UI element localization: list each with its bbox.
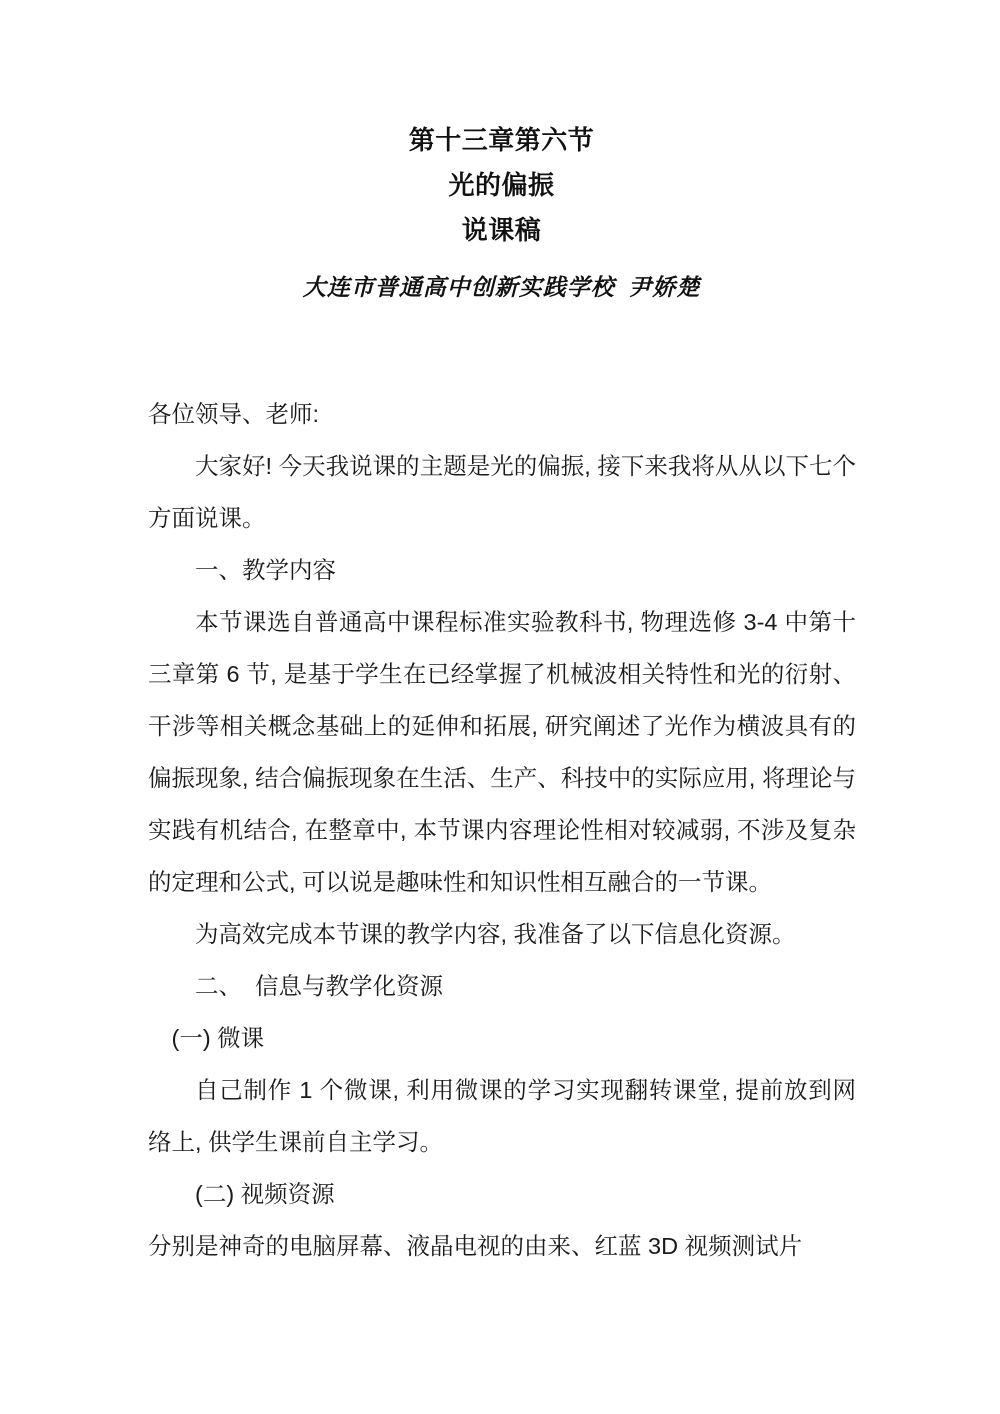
salutation-line: 各位领导、老师: bbox=[148, 401, 320, 427]
paragraph-video-resources: 分别是神奇的电脑屏幕、液晶电视的由来、红蓝 3D 视频测试片 bbox=[148, 1233, 803, 1259]
document-title-line-3: 说课稿 bbox=[461, 215, 542, 245]
section-heading-teaching-content: 一、教学内容 bbox=[195, 557, 336, 583]
paragraph-resources-intro: 为高效完成本节课的教学内容, 我准备了以下信息化资源。 bbox=[195, 921, 796, 947]
intro-paragraph: 大家好! 今天我说课的主题是光的偏振, 接下来我将从从以下七个方面说课。 bbox=[148, 453, 856, 531]
document-title-line-2: 光的偏振 bbox=[448, 170, 555, 200]
section-heading-info-resources: 二、 信息与教学化资源 bbox=[195, 973, 444, 999]
paragraph-microlesson: 自己制作 1 个微课, 利用微课的学习实现翻转课堂, 提前放到网络上, 供学生课前自主学习。 bbox=[148, 1077, 856, 1155]
title-block bbox=[148, 118, 855, 309]
document-title-line-1: 第十三章第六节 bbox=[408, 125, 595, 155]
paragraph-teaching-content: 本节课选自普通高中课程标准实验教科书, 物理选修 3-4 中第十三章第 6 节, 是基于学生在已经掌握了机械波相关特性和光的衍射、干涉等相关概念基础上的延伸和拓展, 研究阐述了光作为横波具有的偏振现象, 结合偏振现象在生活、生产、科技中的实际应用, 将理论与实践有机结合, 在整章中, 本节课内容理论性相对较减弱, 不涉及复杂的定理和公式, 可以说是趣味性和知识性相互融合的一节课。 bbox=[148, 609, 856, 895]
subsection-heading-microlesson: (一) 微课 bbox=[171, 1025, 265, 1051]
document-body bbox=[148, 388, 856, 1272]
document-author-affiliation: 大连市普通高中创新实践学校 尹娇楚 bbox=[302, 275, 701, 300]
subsection-heading-video-resources: (二) 视频资源 bbox=[195, 1181, 335, 1207]
